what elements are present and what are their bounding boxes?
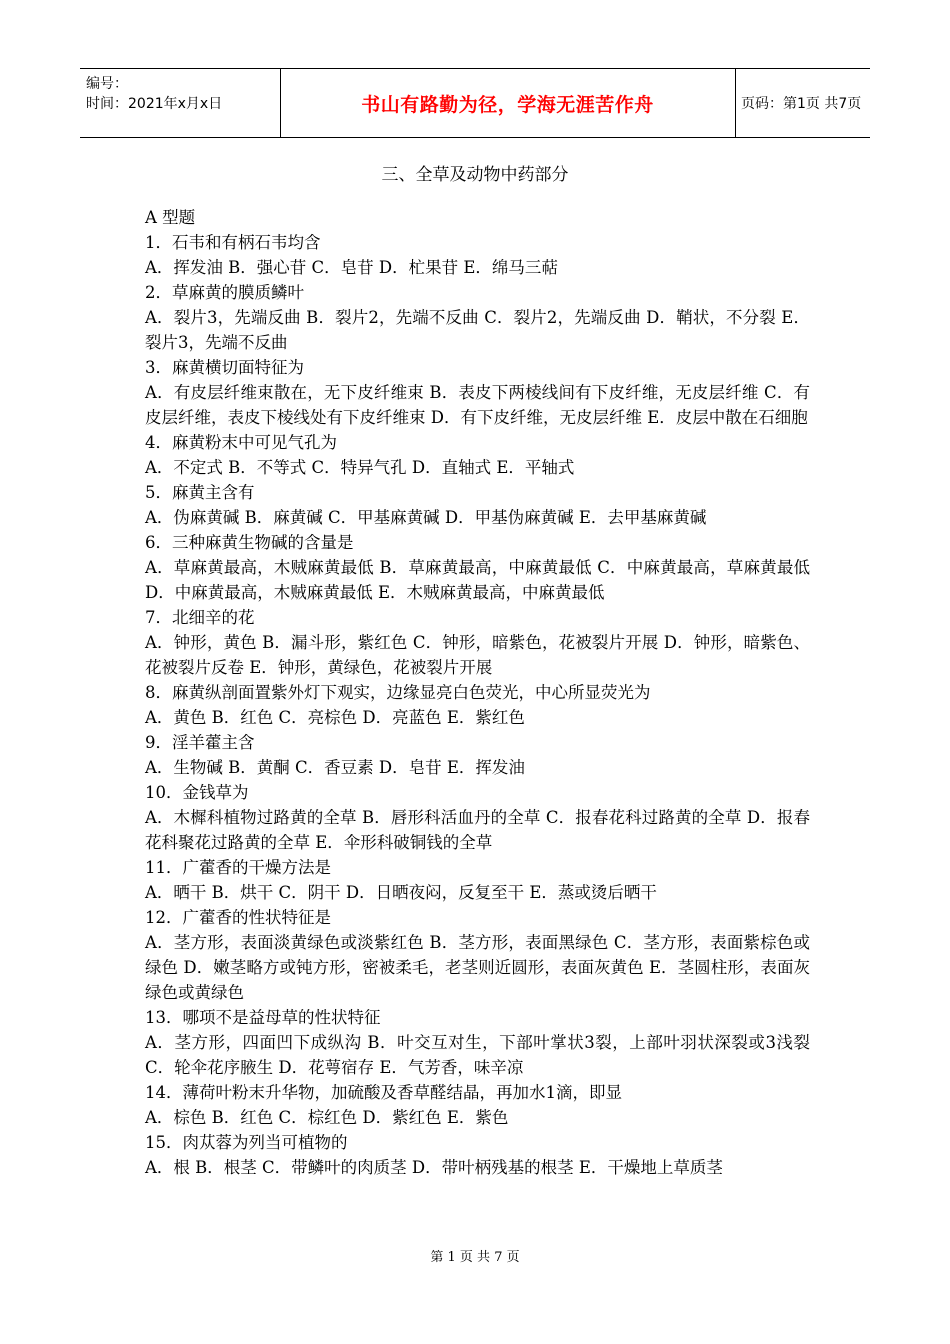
question-stem: 5．麻黄主含有 bbox=[145, 483, 255, 502]
question-stem: 15．肉苁蓉为列当可植物的 bbox=[145, 1133, 348, 1152]
question-stem: 1．石韦和有柄石韦均含 bbox=[145, 233, 321, 252]
question-stem: 14．薄荷叶粉末升华物，加硫酸及香草醛结晶，再加水1滴，即显 bbox=[145, 1083, 622, 1102]
answer-options: A．钟形，黄色 B．漏斗形，紫红色 C．钟形，暗紫色，花被裂片开展 D．钟形，暗紫色、花被裂片反卷 E．钟形，黄绿色，花被裂片开展 bbox=[145, 633, 810, 677]
answer-options: A．有皮层纤维束散在，无下皮纤维束 B．表皮下两棱线间有下皮纤维，无皮层纤维 C．有皮层纤维，表皮下棱线处有下皮纤维束 D．有下皮纤维，无皮层纤维 E．皮层中散在石细胞 bbox=[145, 383, 810, 427]
question-stem: 6．三种麻黄生物碱的含量是 bbox=[145, 533, 354, 552]
question-stem: 10．金钱草为 bbox=[145, 783, 249, 802]
header-page-cell bbox=[735, 69, 870, 137]
header-info-cell bbox=[80, 69, 281, 137]
answer-options: A．晒干 B．烘干 C．阴干 D．日晒夜闷，反复至干 E．蒸或烫后晒干 bbox=[145, 883, 657, 902]
time-label: 时间：2021年x月x日 bbox=[86, 96, 223, 112]
answer-options: A．伪麻黄碱 B．麻黄碱 C．甲基麻黄碱 D．甲基伪麻黄碱 E．去甲基麻黄碱 bbox=[145, 508, 707, 527]
motto-text: 书山有路勤为径，学海无涯苦作舟 bbox=[361, 93, 654, 116]
answer-options: A．裂片3，先端反曲 B．裂片2，先端不反曲 C．裂片2，先端反曲 D．鞘状，不分裂 E．裂片3，先端不反曲 bbox=[145, 308, 810, 352]
answer-options: A．黄色 B．红色 C．亮棕色 D．亮蓝色 E．紫红色 bbox=[145, 708, 525, 727]
question-stem: 3．麻黄横切面特征为 bbox=[145, 358, 304, 377]
page-info: 页码：第1页 共7页 bbox=[741, 96, 862, 112]
question-stem: 12．广藿香的性状特征是 bbox=[145, 908, 331, 927]
answer-options: A．茎方形，四面凹下成纵沟 B．叶交互对生，下部叶掌状3裂，上部叶羽状深裂或3浅裂 C．轮伞花序腋生 D．花萼宿存 E．气芳香，味辛凉 bbox=[145, 1033, 810, 1077]
answer-options: A．棕色 B．红色 C．棕红色 D．紫红色 E．紫色 bbox=[145, 1108, 509, 1127]
page-header bbox=[80, 68, 870, 138]
question-stem: 2．草麻黄的膜质鳞叶 bbox=[145, 283, 304, 302]
header-motto-cell bbox=[280, 69, 736, 137]
answer-options: A．不定式 B．不等式 C．特异气孔 D．直轴式 E．平轴式 bbox=[145, 458, 575, 477]
page-footer: 第 1 页 共 7 页 bbox=[430, 1250, 520, 1265]
question-stem: 13．哪项不是益母草的性状特征 bbox=[145, 1008, 381, 1027]
answer-options: A．挥发油 B．强心苷 C．皂苷 D．杧果苷 E．绵马三萜 bbox=[145, 258, 558, 277]
number-label: 编号： bbox=[86, 76, 128, 92]
question-stem: 8．麻黄纵剖面置紫外灯下观实，边缘显亮白色荧光，中心所显荧光为 bbox=[145, 683, 651, 702]
answer-options: A．草麻黄最高，木贼麻黄最低 B．草麻黄最高，中麻黄最低 C．中麻黄最高，草麻黄最低 D．中麻黄最高，木贼麻黄最低 E．木贼麻黄最高，中麻黄最低 bbox=[145, 558, 810, 602]
question-list bbox=[145, 205, 810, 1180]
question-stem: 11．广藿香的干燥方法是 bbox=[145, 858, 331, 877]
answer-options: A．木樨科植物过路黄的全草 B．唇形科活血丹的全草 C．报春花科过路黄的全草 D．报春花科聚花过路黄的全草 E．伞形科破铜钱的全草 bbox=[145, 808, 810, 852]
question-stem: 7．北细辛的花 bbox=[145, 608, 255, 627]
section-title: 三、全草及动物中药部分 bbox=[381, 165, 569, 185]
question-stem: 4．麻黄粉末中可见气孔为 bbox=[145, 433, 337, 452]
question-stem: 9．淫羊藿主含 bbox=[145, 733, 255, 752]
question-type-heading: A 型题 bbox=[145, 208, 196, 227]
answer-options: A．生物碱 B．黄酮 C．香豆素 D．皂苷 E．挥发油 bbox=[145, 758, 525, 777]
answer-options: A．茎方形，表面淡黄绿色或淡紫红色 B．茎方形，表面黑绿色 C．茎方形，表面紫棕色或绿色 D．嫩茎略方或钝方形，密被柔毛，老茎则近圆形，表面灰黄色 E．茎圆柱形，表面灰绿色或黄绿色 bbox=[145, 933, 810, 1002]
answer-options: A．根 B．根茎 C．带鳞叶的肉质茎 D．带叶柄残基的根茎 E．干燥地上草质茎 bbox=[145, 1158, 723, 1177]
